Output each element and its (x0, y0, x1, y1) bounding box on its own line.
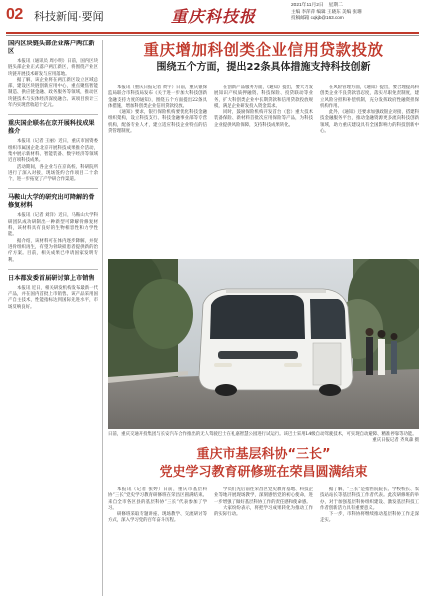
left-article (8, 194, 98, 263)
paragraph: 本报讯（记者 张婷）日前，重庆市基层科协“三长”党史学习教育研修班在荣昌区圆满结束。来自全市各区县的基层科协“三长”代表参加了学习。 (108, 487, 207, 511)
main-story (108, 40, 419, 135)
news-photo (108, 259, 419, 429)
bus-shape (199, 289, 353, 396)
masthead-rule (6, 32, 419, 34)
paragraph: 《通知》要求，银行保险机构要优化科技金融组织架构，设立科技支行、科技金融事业部等专营机构，配备专业人才，建立适应科技企业特点的信贷管理制度。 (108, 110, 207, 135)
article-title: 重庆国企联名在京开展科技成果推介 (8, 120, 95, 136)
main-body (108, 85, 419, 257)
article-paragraph: 据介绍，该材料可在体内逐步降解，并促进骨组织再生，有望为骨缺损患者提供新的治疗方案。目前，相关成果已申请国家发明专利。 (8, 238, 98, 263)
paragraph: 在风险管理方面，《通知》提出，要合理提高科创类企业不良贷款容忍度，落实尽职免责制度，建立风险分担和补偿机制，充分发挥政府性融资担保机构作用。 (320, 85, 419, 109)
second-headline-line2: 党史学习教育研修班在荣昌圆满结束 (159, 465, 368, 480)
divider (8, 188, 98, 189)
photo-caption: 日前，重庆交通开投集团与长安汽车合作推出的无人驾驶巴士在礼嘉智慧公园进行试运行。该巴士采用L4级自动驾驶技术，可实现自动避障、精准停靠等功能。 (108, 432, 417, 437)
paragraph: 大家纷纷表示，将把学习成果转化为推动工作的实际行动。 (214, 505, 313, 518)
photo-caption-block (108, 432, 419, 444)
column-divider (102, 40, 103, 596)
masthead-meta (291, 3, 419, 22)
paragraph: 下一步，市科协将继续推动基层科协工作走深走实。 (320, 512, 419, 524)
paragraph: 研修班采取专题讲座、现场教学、交流研讨等方式，深入学习党的百年奋斗历程。 (108, 512, 207, 524)
second-body (108, 487, 419, 596)
issue-date: 2021年11月2日 星期二 (291, 3, 343, 8)
newspaper-brand: 重庆科技报 (171, 7, 257, 26)
article-paragraph: 本报讯（记者 王丽）近日，重庆市国资委组织市属国企赴北京开展科技成果推介活动，集中展示新材料、智能装备、数字经济等领域近百项科技成果。 (8, 139, 98, 164)
paragraph: 同时，鼓励保险机构开发首台（套）重大技术装备保险、新材料首批次应用保险等产品，为科技企业提供风险保障，支持科技成果转化。 (214, 110, 313, 128)
article-title: 马鞍山大学的研究出可降解的骨修复材料 (8, 194, 95, 210)
masthead (6, 0, 419, 34)
left-column (8, 40, 98, 596)
left-article (8, 120, 98, 183)
article-paragraph: 本报讯 近日，相关研发机构发布最新一代产品，并在国内首批上市销售。该产品采用国产自主技术，性能指标达到国际先进水平，市场反响良好。 (8, 285, 98, 310)
paragraph: 据了解，“三长”是指医院院长、学校校长、农技站站长等基层科技工作者代表。此次研修班的举办，对于加强基层科协组织建设、激发基层科技工作者创新活力具有重要意义。 (320, 487, 419, 511)
bus-photo-illustration (108, 259, 419, 429)
left-article (8, 275, 98, 311)
text-column (320, 487, 419, 596)
text-column (214, 487, 313, 596)
section-title: 科技新闻·要闻 (34, 11, 104, 23)
masthead-rule-thin (6, 35, 419, 36)
second-headline (108, 446, 419, 482)
article-title: 日本都发委首届研讨第上市销售 (8, 274, 95, 282)
second-headline-line1: 重庆市基层科协“三长” (196, 447, 331, 462)
text-column (108, 487, 207, 596)
paragraph: 学员们先后前往荣昌区党史教育基地、科技企业等地开展现场教学，深刻感悟党的初心使命，进一步增强了做好基层科协工作的责任感和使命感。 (214, 487, 313, 505)
paragraph: 在创新产品服务方面，《通知》提出，要大力发展知识产权质押融资、科技保险、投贷联动等业务，扩大科创类企业中长期贷款和信用贷款投放规模，满足企业研发投入资金需求。 (214, 85, 314, 109)
contact-email: 投稿邮箱 cqkjb@163.com (291, 15, 344, 21)
divider (8, 114, 98, 115)
article-paragraph: 本报讯（记者 刘洋）近日，马鞍山大学科研团队成功研制出一种新型可降解骨修复材料，该材料具有良好的生物相容性和力学性能。 (8, 213, 98, 238)
main-subhead: 围绕五个方面，提出22条具体措施支持科技创新 (156, 62, 371, 73)
text-column (108, 85, 207, 257)
paragraph: 本报讯（重庆日报记者 黄宇）日前，重庆银保监局联合市科技局发布《关于进一步加大科技创新金融支持力度的通知》，围绕五个方面提出22条具体措施，增加科创类企业信用贷款投放。 (108, 85, 207, 109)
article-paragraph: 据了解，该企业将在两江新区设立区域总部，建设区块链创新应用中心，重点聚焦智能制造、供应链金融、政务服务等领域，推动区块链技术与实体经济深度融合。该项目预计三年内实现营收超十亿元。 (8, 77, 98, 109)
text-column (320, 85, 419, 257)
article-paragraph: 活动期间，各企业与在京高校、科研院所进行了深入对接，现场签约合作项目二十余个，进一步拓宽了产学研合作渠道。 (8, 164, 98, 183)
main-headline: 重庆增加科创类企业信用贷款投放 (143, 41, 384, 59)
article-paragraph: 本报讯（通讯员 周小明）日前，国内区块链头部企业正式落户两江新区，将围绕产业区块链开展技术研发与应用落地。 (8, 59, 98, 77)
photo-credit: 重庆日报记者 齐岚森 摄 (372, 438, 419, 443)
divider (8, 269, 98, 270)
people-shapes (366, 328, 398, 375)
left-article (8, 40, 98, 109)
editors-line: 主编 李萍萍 编辑 王晓东 美编 张珊 (291, 9, 362, 15)
article-title: 国内区块链头部企业落户两江新区 (8, 40, 95, 55)
text-column (214, 85, 313, 257)
paragraph: 此外，《通知》还要求加强政银企对接，搭建科技金融服务平台，推动金融资源更多流向科技创新领域，助力重庆建设具有全国影响力的科技创新中心。 (320, 110, 419, 135)
page-number: 02 (6, 6, 23, 23)
